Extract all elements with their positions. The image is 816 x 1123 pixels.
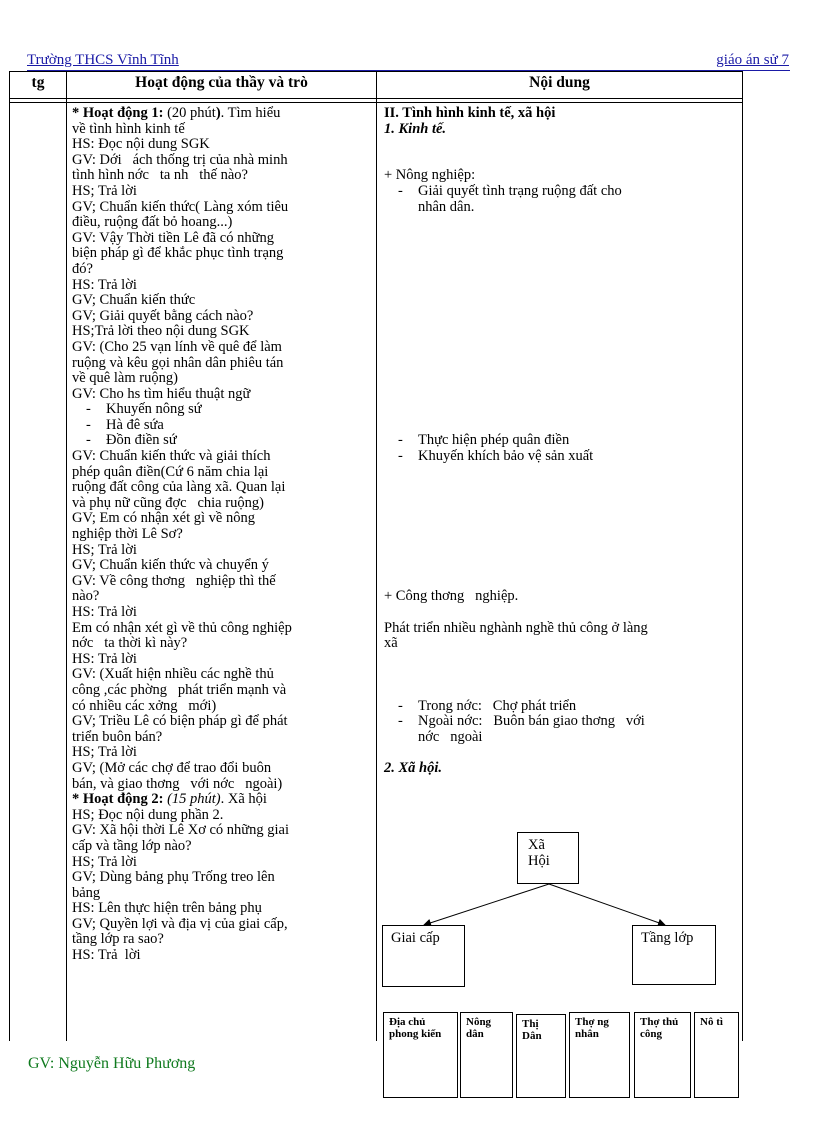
text-line: + Nông nghiệp:	[384, 167, 476, 184]
text-line: HS; Đọc nội dung phần 2.	[72, 806, 224, 823]
text-line: nào?	[72, 588, 100, 605]
text-line: GV; Em có nhận xét gì về nông	[72, 510, 255, 527]
text-line: HS: Trả lời	[72, 947, 141, 964]
teacher-label: GV:	[28, 1055, 55, 1072]
text-line: GV; Triều Lê có biện pháp gì để phát	[72, 713, 288, 730]
text-line: HS; Trả lời	[72, 853, 137, 870]
text-line: GV; Chuẩn kiến thức( Làng xóm tiêu	[72, 198, 289, 215]
text-line: ruộng và kêu gọi nhân dân phiêu tán	[72, 354, 284, 371]
text-line: bán, và giao thơng với nớc ngoài)	[72, 775, 283, 792]
diagram-root-box: Xã Hội	[517, 832, 579, 884]
diagram-leaf: Nô tì	[694, 1012, 739, 1098]
text-line: + Công thơng nghiệp.	[384, 588, 519, 605]
text-line: - Trong nớc: Chợ phát triển	[398, 697, 577, 714]
text-line: HS; Trả lời	[72, 541, 137, 558]
text-line: * Hoạt động 1: (20 phút). Tìm hiểu	[72, 106, 281, 121]
column-header-content: Nội dung	[529, 74, 590, 91]
text-line: cấp và tầng lớp nào?	[72, 837, 192, 854]
text-line: xã	[384, 635, 398, 652]
text-line: có nhiều các xởng mới)	[72, 697, 217, 714]
text-line: GV; Dùng bảng phụ Trống treo lên	[72, 869, 275, 886]
text-line: GV; Chuẩn kiến thức	[72, 292, 196, 309]
text-line: 2. Xã hội.	[384, 759, 443, 776]
teacher-name: Nguyễn Hữu Phương	[58, 1055, 196, 1072]
text-line: * Hoạt động 2: (15 phút). Xã hội	[72, 791, 267, 808]
text-line: Phát triển nhiều nghành nghề thủ công ở làng	[384, 619, 648, 636]
text-line: - Thực hiện phép quân điền	[398, 432, 570, 449]
text-line: GV: (Xuất hiện nhiều các nghề thủ	[72, 666, 274, 683]
text-line: - Ngoài nớc: Buôn bán giao thơng với	[398, 713, 645, 730]
text-line: về quê làm ruộng)	[72, 370, 178, 387]
text-line: GV: Về công thơng nghiệp thì thế	[72, 572, 276, 589]
text-line: - Khuyến nông sứ	[86, 401, 202, 418]
text-line: GV; Quyền lợi và địa vị của giai cấp,	[72, 915, 288, 932]
text-line: HS;Trả lời theo nội dung SGK	[72, 323, 250, 340]
text-line: GV; Chuẩn kiến thức và chuyển ý	[72, 557, 269, 574]
diagram-tang-lop-box: Tầng lớp	[632, 925, 716, 985]
text-line: HS: Lên thực hiện trên bảng phụ	[72, 900, 262, 917]
text-line: nhân dân.	[418, 198, 475, 215]
text-line: HS; Trả lời	[72, 744, 137, 761]
arrow-to-giai-cap	[424, 884, 549, 925]
text-line: GV: Xã hội thời Lê Xơ có những giai	[72, 822, 290, 839]
column-header-activity: Hoạt động của thầy và trò	[135, 74, 308, 91]
text-line: GV: Chuẩn kiến thức và giải thích	[72, 448, 271, 465]
diagram-leaf: Nông dân	[460, 1012, 513, 1098]
text-line: điều, ruộng đất bỏ hoang...)	[72, 214, 233, 231]
subject-title: giáo án sử 7	[716, 52, 789, 68]
text-line: ruộng đất công của làng xã. Quan lại	[72, 479, 286, 496]
text-line: - Đồn điền sứ	[86, 432, 177, 449]
text-line: GV; (Mở các chợ để trao đổi buôn	[72, 759, 272, 776]
diagram-leaf: Thị Dân	[516, 1014, 566, 1098]
diagram-leaf: Thợ thủ công	[634, 1012, 691, 1098]
text-line: GV; Giải quyết bằng cách nào?	[72, 307, 254, 324]
diagram-leaf: Thợ ng nhân	[569, 1012, 630, 1098]
school-name: Trường THCS Vĩnh Tĩnh	[27, 52, 179, 68]
text-line: - Hà đê sứa	[86, 416, 164, 433]
text-line: công ,các phờng phát triển mạnh và	[72, 681, 287, 698]
teacher-signature	[28, 1055, 195, 1073]
text-line: nghiệp thời Lê Sơ?	[72, 526, 183, 543]
text-line: GV: Dới ách thống trị của nhà minh	[72, 151, 288, 168]
text-line: tình hình nớc ta nh thế nào?	[72, 167, 248, 184]
text-line: đó?	[72, 260, 93, 277]
text-line: HS: Trả lời	[72, 650, 137, 667]
arrow-to-tang-lop	[549, 884, 665, 925]
text-line: tầng lớp ra sao?	[72, 931, 164, 948]
text-line: biện pháp gì để khắc phục tình trạng	[72, 245, 284, 262]
text-line: 1. Kinh tế.	[384, 120, 447, 137]
text-line: bảng	[72, 884, 101, 901]
text-line: II. Tình hình kinh tế, xã hội	[384, 105, 556, 121]
text-line: triển buôn bán?	[72, 728, 163, 745]
column-header-tg: tg	[31, 74, 45, 91]
text-line: HS: Trả lời	[72, 276, 137, 293]
text-line: phép quân điền(Cứ 6 năm chia lại	[72, 463, 269, 480]
text-line: về tình hình kinh tế	[72, 120, 185, 137]
text-line: GV: (Cho 25 vạn lính về quê để làm	[72, 338, 282, 355]
diagram-leaf: Địa chủ phong kiến	[383, 1012, 458, 1098]
text-line: Em có nhận xét gì về thủ công nghiệp	[72, 619, 292, 636]
diagram-giai-cap-box: Giai cấp	[382, 925, 465, 987]
text-line: và phụ nữ cũng đợc chia ruộng)	[72, 494, 264, 511]
text-line: GV: Vậy Thời tiền Lê đã có những	[72, 229, 274, 246]
text-line: nớc ngoài	[418, 728, 483, 745]
text-line: - Khuyến khích bảo vệ sản xuất	[398, 448, 594, 465]
text-line: GV: Cho hs tìm hiểu thuật ngữ	[72, 385, 251, 402]
text-line: HS: Trả lời	[72, 604, 137, 620]
text-line: HS: Đọc nội dung SGK	[72, 136, 210, 153]
text-line: nớc ta thời kì này?	[72, 635, 188, 652]
text-line: - Giải quyết tình trạng ruộng đất cho	[398, 182, 622, 199]
text-line: HS; Trả lời	[72, 182, 137, 199]
